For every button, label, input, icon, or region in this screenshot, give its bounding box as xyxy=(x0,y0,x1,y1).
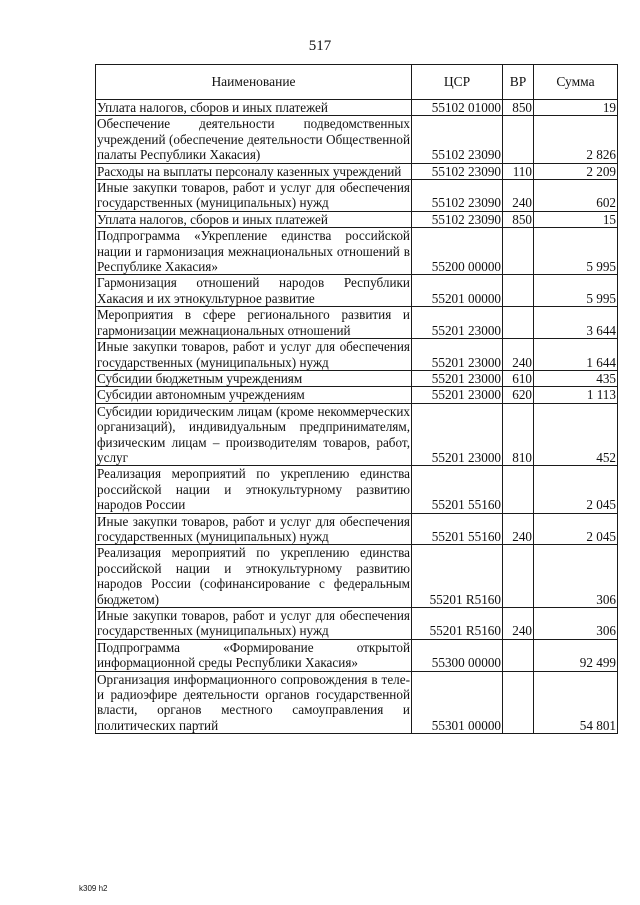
row-vr-cell xyxy=(503,307,534,339)
table-row xyxy=(96,387,618,403)
row-name-cell: Организация информационного сопровождения в теле- и радиоэфире деятельности органов государственной власти, органов местного самоуправления и политических партий xyxy=(97,671,410,733)
table-row xyxy=(96,608,618,640)
row-csr-cell: 55102 23090 xyxy=(412,211,503,227)
header-sum: Сумма xyxy=(534,65,618,100)
row-csr-cell: 55200 00000 xyxy=(412,228,503,275)
row-vr-cell: 810 xyxy=(503,403,534,466)
row-sum-cell: 435 xyxy=(534,370,618,386)
table-row xyxy=(96,275,618,307)
row-csr-cell: 55201 55160 xyxy=(412,513,503,545)
table-row xyxy=(96,100,618,116)
row-name-cell: Расходы на выплаты персоналу казенных учреждений xyxy=(96,163,412,179)
row-sum-cell: 54 801 xyxy=(534,671,618,734)
row-name-cell: Реализация мероприятий по укреплению единства российской нации и этнокультурному развитию народов России (софинансирование с федеральным бюджетом) xyxy=(97,545,410,607)
row-vr-cell xyxy=(503,228,534,275)
row-name-cell: Иные закупки товаров, работ и услуг для обеспечения государственных (муниципальных) нужд xyxy=(97,180,410,211)
row-sum-cell: 2 045 xyxy=(534,513,618,545)
row-vr-cell: 240 xyxy=(503,180,534,212)
row-csr-cell: 55300 00000 xyxy=(412,639,503,671)
table-row xyxy=(96,545,618,608)
budget-table xyxy=(95,64,618,734)
row-sum-cell: 5 995 xyxy=(534,275,618,307)
table-row xyxy=(96,403,618,466)
header-name: Наименование xyxy=(96,65,412,100)
row-vr-cell: 240 xyxy=(503,513,534,545)
row-csr-cell: 55201 55160 xyxy=(412,466,503,513)
row-csr-cell: 55201 R5160 xyxy=(412,608,503,640)
row-sum-cell: 2 045 xyxy=(534,466,618,513)
row-vr-cell xyxy=(503,116,534,163)
header-vr: ВР xyxy=(503,65,534,100)
row-name-cell: Иные закупки товаров, работ и услуг для обеспечения государственных (муниципальных) нужд xyxy=(97,513,410,544)
row-csr-cell: 55102 23090 xyxy=(412,180,503,212)
row-csr-cell: 55301 00000 xyxy=(412,671,503,734)
row-name-cell: Субсидии автономным учреждениям xyxy=(96,387,412,403)
table-row xyxy=(96,339,618,371)
row-vr-cell xyxy=(503,639,534,671)
row-sum-cell: 306 xyxy=(534,545,618,608)
row-csr-cell: 55201 00000 xyxy=(412,275,503,307)
row-name-cell: Субсидии бюджетным учреждениям xyxy=(96,370,412,386)
row-name-cell: Уплата налогов, сборов и иных платежей xyxy=(96,211,412,227)
row-name-cell: Иные закупки товаров, работ и услуг для обеспечения государственных (муниципальных) нужд xyxy=(97,339,410,370)
table-row xyxy=(96,370,618,386)
row-csr-cell: 55201 23000 xyxy=(412,339,503,371)
row-name-cell: Подпрограмма «Формирование открытой информационной среды Республики Хакасия» xyxy=(97,639,410,671)
row-sum-cell: 92 499 xyxy=(534,639,618,671)
row-vr-cell: 240 xyxy=(503,339,534,371)
row-sum-cell: 2 209 xyxy=(534,163,618,179)
row-vr-cell xyxy=(503,671,534,734)
table-row xyxy=(96,513,618,545)
table-body xyxy=(96,100,618,734)
table-row xyxy=(96,180,618,212)
row-name-cell: Обеспечение деятельности подведомственных учреждений (обеспечение деятельности Общественной палаты Республики Хакасия) xyxy=(97,116,410,163)
row-sum-cell: 1 644 xyxy=(534,339,618,371)
table-row xyxy=(96,307,618,339)
row-vr-cell xyxy=(503,466,534,513)
row-vr-cell: 240 xyxy=(503,608,534,640)
table-header-row xyxy=(96,65,618,100)
row-name-cell: Реализация мероприятий по укреплению единства российской нации и этнокультурному развитию народов России xyxy=(97,466,410,513)
row-csr-cell: 55201 23000 xyxy=(412,403,503,466)
row-vr-cell: 110 xyxy=(503,163,534,179)
row-name-cell: Уплата налогов, сборов и иных платежей xyxy=(96,100,412,116)
table-row xyxy=(96,116,618,163)
table-row xyxy=(96,639,618,671)
row-csr-cell: 55201 23000 xyxy=(412,370,503,386)
row-csr-cell: 55102 23090 xyxy=(412,116,503,163)
row-sum-cell: 2 826 xyxy=(534,116,618,163)
row-csr-cell: 55201 R5160 xyxy=(412,545,503,608)
row-sum-cell: 1 113 xyxy=(534,387,618,403)
header-csr: ЦСР xyxy=(412,65,503,100)
row-sum-cell: 15 xyxy=(534,211,618,227)
row-name-cell: Подпрограмма «Укрепление единства российской нации и гармонизация межнациональных отношений в Республике Хакасия» xyxy=(97,228,410,275)
table-row xyxy=(96,671,618,734)
table-row xyxy=(96,163,618,179)
row-vr-cell: 850 xyxy=(503,100,534,116)
row-sum-cell: 3 644 xyxy=(534,307,618,339)
row-name-cell: Мероприятия в сфере регионального развития и гармонизации межнациональных отношений xyxy=(97,307,410,338)
row-csr-cell: 55102 23090 xyxy=(412,163,503,179)
page-number: 517 xyxy=(308,38,332,54)
row-vr-cell: 620 xyxy=(503,387,534,403)
row-name-cell: Гармонизация отношений народов Республики Хакасия и их этнокультурное развитие xyxy=(97,275,410,306)
row-csr-cell: 55102 01000 xyxy=(412,100,503,116)
row-csr-cell: 55201 23000 xyxy=(412,387,503,403)
row-sum-cell: 452 xyxy=(534,403,618,466)
row-sum-cell: 5 995 xyxy=(534,228,618,275)
row-csr-cell: 55201 23000 xyxy=(412,307,503,339)
row-sum-cell: 306 xyxy=(534,608,618,640)
row-vr-cell: 610 xyxy=(503,370,534,386)
row-vr-cell xyxy=(503,545,534,608)
row-name-cell: Субсидии юридическим лицам (кроме некоммерческих организаций), индивидуальным предпринимателям, физическим лицам – производителям товаров, работ, услуг xyxy=(97,403,410,465)
row-name-cell: Иные закупки товаров, работ и услуг для обеспечения государственных (муниципальных) нужд xyxy=(97,608,410,639)
row-sum-cell: 19 xyxy=(534,100,618,116)
row-vr-cell: 850 xyxy=(503,211,534,227)
row-vr-cell xyxy=(503,275,534,307)
table-row xyxy=(96,466,618,513)
row-sum-cell: 602 xyxy=(534,180,618,212)
table-row xyxy=(96,211,618,227)
table-row xyxy=(96,228,618,275)
footer-code: k309 h2 xyxy=(79,884,108,893)
